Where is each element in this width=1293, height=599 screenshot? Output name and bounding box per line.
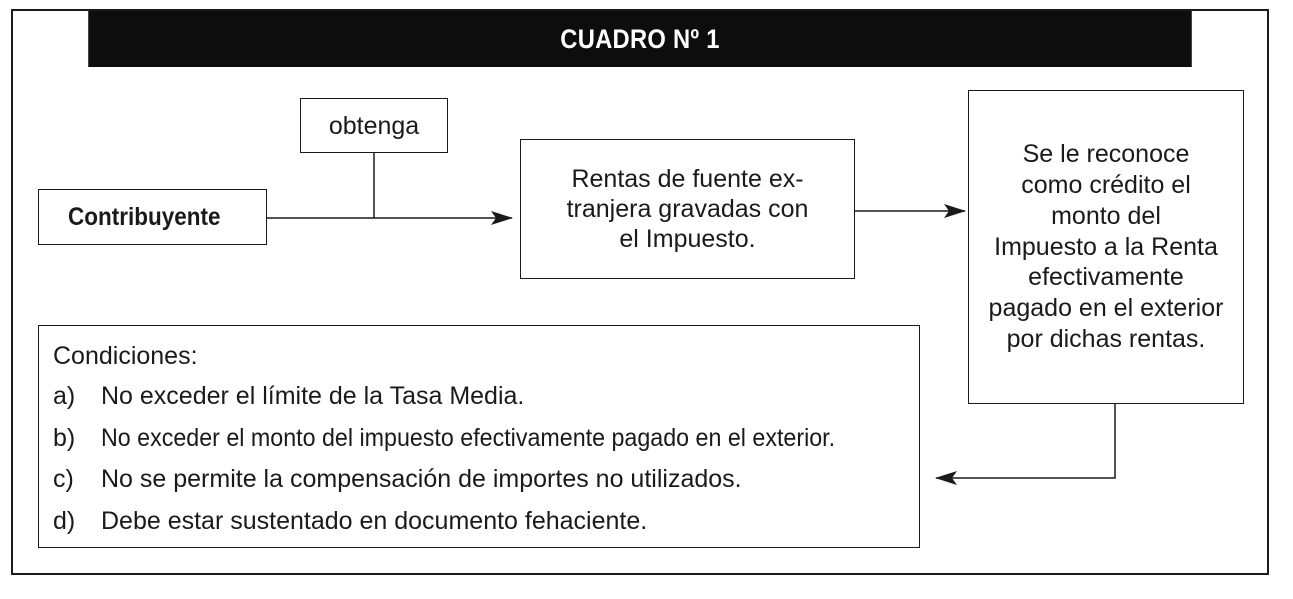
credito-line-3: monto del [1051,201,1161,230]
rentas-box [520,139,855,279]
condicion-text: No exceder el límite de la Tasa Media. [101,382,525,410]
condicion-text: No exceder el monto del impuesto efectivamente pagado en el exterior. [101,423,836,452]
obtenga-label: obtenga [328,111,420,140]
credito-box [968,90,1244,404]
condicion-letter: b) [53,423,76,452]
condicion-letter: c) [53,465,74,493]
credito-line-1: Se le reconoce [1022,140,1190,169]
condicion-text: Debe estar sustentado en documento fehaciente. [101,506,648,535]
condicion-item [53,459,905,501]
condicion-text: No se permite la compensación de importes no utilizados. [101,465,742,493]
condiciones-title: Condiciones: [53,342,198,370]
credito-line-6: pagado en el exterior [988,294,1224,323]
condicion-item [53,376,905,418]
credito-line-7: por dichas rentas. [1006,324,1206,353]
obtenga-box [300,98,448,153]
rentas-line-1: Rentas de fuente ex- [571,165,804,193]
condiciones-box [38,325,920,548]
credito-line-5: efectivamente [1028,263,1184,292]
contribuyente-label: Contribuyente [67,203,221,231]
condicion-item [53,418,905,460]
rentas-line-3: el Impuesto. [619,225,756,253]
credito-line-2: como crédito el [1021,171,1191,200]
condicion-letter: a) [53,382,76,410]
diagram-title: CUADRO Nº 1 [88,11,1192,67]
condicion-letter: d) [53,506,76,535]
credito-line-4: Impuesto a la Renta [994,232,1218,261]
rentas-line-2: tranjera gravadas con [566,195,809,223]
condicion-item [53,501,905,543]
contribuyente-box [38,189,267,245]
